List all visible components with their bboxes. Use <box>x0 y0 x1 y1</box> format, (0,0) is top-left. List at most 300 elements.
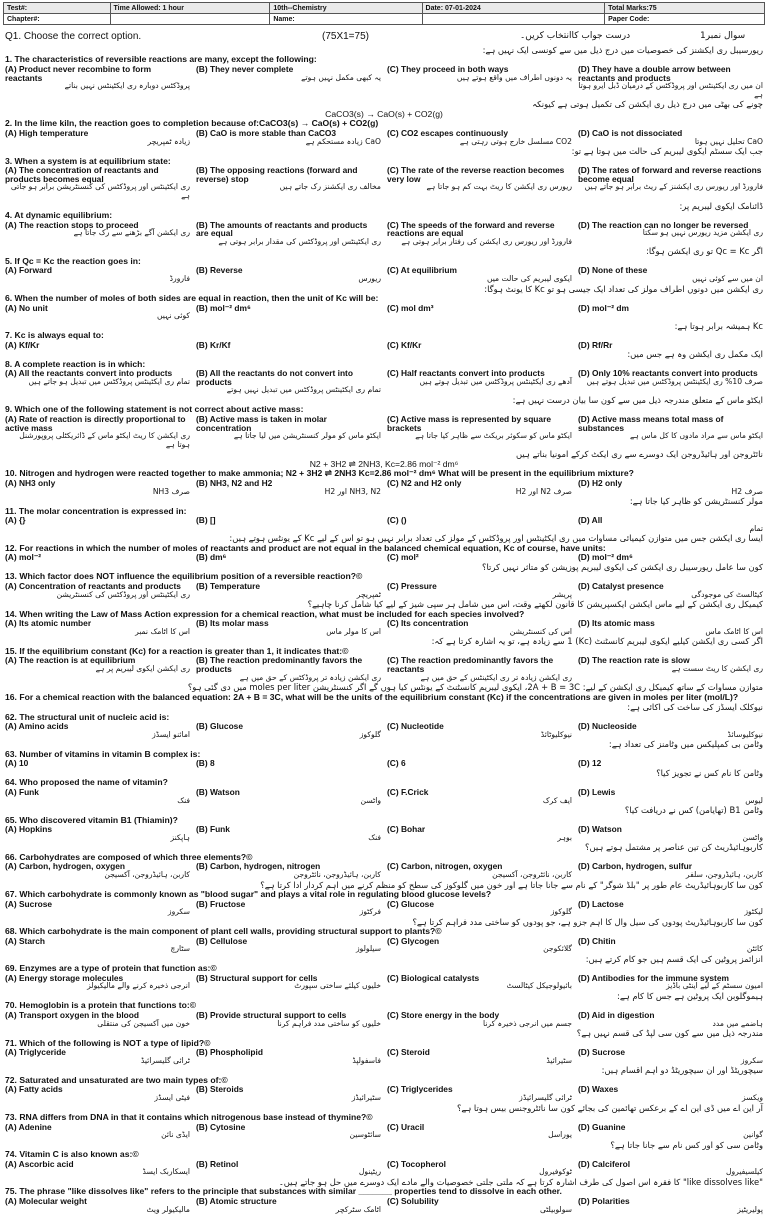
option-c[interactable] <box>387 65 572 99</box>
date-label: Date: 07-01-2024 <box>422 3 605 14</box>
option-text: (A) Fatty acids <box>5 1084 63 1095</box>
option-a[interactable] <box>5 1048 190 1065</box>
question-urdu: کون سا کاربوہائیڈریٹ عام طور پر "بلڈ شوگر" کے نام سے جانا جاتا ہے اور خون میں گلوکوز کی سطح کو منظم کرنے میں اہم کردار ادا کرتا ہے؟ <box>260 879 763 890</box>
option-urdu: امائنو ایسڈز <box>152 729 190 739</box>
option-urdu: ریورس <box>358 273 381 283</box>
option-urdu: اس کا اٹامک نمبر <box>135 626 190 636</box>
option-a[interactable] <box>5 937 190 954</box>
option-urdu: آدھے ری ایکٹینٹس پروڈکٹس میں تبدیل ہوتے ہیں <box>419 376 572 386</box>
question-text: 16. For a chemical reaction with the balanced equation: 2A + B = 3C, what will be the units of the equilibrium constant (Kc) if the concentrations are given in moles per liter (mol/L)? <box>5 691 739 702</box>
option-text: (A) Its atomic number <box>5 618 92 629</box>
option-b[interactable] <box>196 415 381 449</box>
option-d[interactable] <box>578 1197 763 1214</box>
option-text: (C) The reaction predominantly favors the reactants <box>387 655 554 674</box>
option-c[interactable] <box>387 656 572 682</box>
option-b[interactable] <box>196 1123 381 1140</box>
option-a[interactable] <box>5 759 190 768</box>
question-urdu: وٹامن بی کمپلیکس میں وٹامنز کی تعداد ہے: <box>608 739 763 750</box>
class-label: 10th--Chemistry <box>270 3 422 14</box>
option-a[interactable] <box>5 788 190 805</box>
question-text: 2. In the lime kiln, the reaction goes to completion because of:CaCO3(s) → CaO(s) + CO2(g) <box>5 118 379 129</box>
option-d[interactable] <box>578 974 763 991</box>
option-b[interactable] <box>196 900 381 917</box>
option-c[interactable] <box>387 1197 572 1214</box>
option-text: (B) Active mass is taken in molar concentration <box>196 414 327 433</box>
options-row <box>5 974 763 991</box>
question-block <box>5 740 763 769</box>
question-urdu: جب ایک سسٹم ایکوی لیبریم کی حالت میں ہوتا ہے تو: <box>571 146 763 157</box>
option-urdu: واٹسن <box>360 795 381 805</box>
option-d[interactable] <box>578 937 763 954</box>
test-label: Test#: <box>4 3 111 14</box>
option-urdu: ری ایکشن ایکوی لیبریم پر ہے <box>95 663 190 673</box>
option-a[interactable] <box>5 1160 190 1177</box>
option-d[interactable] <box>578 900 763 917</box>
option-text: (D) CaO is not dissociated <box>578 127 683 138</box>
options-row <box>5 516 763 533</box>
option-a[interactable] <box>5 304 190 321</box>
question-urdu: ایک مکمل ری ایکشن وہ ہے جس میں: <box>627 349 763 360</box>
option-d[interactable] <box>578 1085 763 1102</box>
option-a[interactable] <box>5 1197 190 1214</box>
option-d[interactable] <box>578 304 763 321</box>
option-urdu: جسم میں انرجی ذخیرہ کرنا <box>483 1018 572 1028</box>
option-text: (A) Triglyceride <box>5 1047 66 1058</box>
option-b[interactable] <box>196 937 381 954</box>
option-c[interactable] <box>387 759 572 768</box>
option-text: (B) Provide structural support to cells <box>196 1010 347 1021</box>
option-d[interactable] <box>578 129 763 146</box>
option-d[interactable] <box>578 553 763 562</box>
option-text: (C) Kf/Kr <box>387 339 422 350</box>
question-urdu: Kc ہمیشہ برابر ہوتا ہے: <box>674 320 763 331</box>
option-text: (C) Pressure <box>387 581 437 591</box>
option-b[interactable] <box>196 479 381 496</box>
option-a[interactable] <box>5 862 190 879</box>
question-block <box>5 683 763 703</box>
question-text: 10. Nitrogen and hydrogen were reacted together to make ammonia; N2 + 3H2 ⇌ 2NH3 Kc=2.86 mol⁻² dm⁶ What will be present in the equilibrium mixture? <box>5 468 634 479</box>
option-d[interactable] <box>578 166 763 200</box>
option-b[interactable] <box>196 65 381 99</box>
option-a[interactable] <box>5 619 190 636</box>
question-block <box>5 202 763 248</box>
option-text: (A) Ascorbic acid <box>5 1158 74 1169</box>
option-b[interactable] <box>196 722 381 739</box>
option-text: (C) Store energy in the body <box>387 1010 500 1021</box>
question-urdu: کون سا عامل ریورسیبل ری ایکشن کی ایکوی لیبریم پوزیشن کو متاثر نہیں کرتا؟ <box>482 562 763 572</box>
option-urdu: سکروز <box>740 1055 763 1065</box>
option-text: (A) Transport oxygen in the blood <box>5 1010 139 1021</box>
question-block <box>5 1141 763 1178</box>
option-a[interactable] <box>5 1011 190 1028</box>
option-d[interactable] <box>578 1011 763 1028</box>
option-d[interactable] <box>578 1160 763 1177</box>
question-urdu: ری ایکشن میں دونوں اطراف مولز کی تعداد ایک جیسی ہو تو Kc کا یونٹ ہوگا: <box>484 283 763 294</box>
q1-instruction: Q1. Choose the correct option. <box>5 31 142 42</box>
option-text: (B) The reaction predominantly favors the products <box>196 655 363 674</box>
option-b[interactable] <box>196 553 381 562</box>
option-c[interactable] <box>387 825 572 842</box>
option-d[interactable] <box>578 516 763 533</box>
option-text: (C) () <box>387 515 407 526</box>
option-urdu: ایکوی لیبریم کی حالت میں <box>486 273 572 283</box>
option-b[interactable] <box>196 1160 381 1177</box>
option-urdu: نیوکلیوٹائڈ <box>540 729 572 739</box>
option-b[interactable] <box>196 619 381 636</box>
option-d[interactable] <box>578 1123 763 1140</box>
option-d[interactable] <box>578 65 763 99</box>
option-urdu: ایف کرک <box>542 795 572 805</box>
option-b[interactable] <box>196 304 381 321</box>
option-c[interactable] <box>387 788 572 805</box>
option-urdu: سولوبیلٹی <box>539 1204 572 1214</box>
options-row <box>5 619 763 636</box>
option-urdu: ہاپکنز <box>170 832 190 842</box>
option-urdu: فنک <box>177 795 190 805</box>
option-c[interactable] <box>387 1123 572 1140</box>
option-urdu: صرف NH3 <box>152 486 190 496</box>
option-text: (B) CaO is more stable than CaCO3 <box>196 127 337 138</box>
option-text: (B) Kr/Kf <box>196 339 231 350</box>
option-urdu: گلوکوز <box>359 729 381 739</box>
option-text: (D) None of these <box>578 265 648 276</box>
question-text: 12. For reactions in which the number of moles of reactants and product are not equal in the balanced chemical equation, Kc of course, have units: <box>5 542 606 553</box>
question-urdu: اگر کسی ری ایکشن کیلیے ایکوی لیبریم کانسٹنٹ (Kc) 1 سے زیادہ ہے، تو یہ اشارہ کرتا ہے کہ: <box>431 636 763 647</box>
question-block <box>5 350 763 396</box>
option-urdu: فرکٹوز <box>359 907 381 917</box>
option-b[interactable] <box>196 341 381 350</box>
option-urdu: یہ کبھی مکمل نہیں ہوتے <box>301 72 381 82</box>
option-d[interactable] <box>578 825 763 842</box>
option-a[interactable] <box>5 221 190 247</box>
option-c[interactable] <box>387 516 572 533</box>
option-urdu: ری ایکشن آگے بڑھنے سے رک جاتا ہے <box>73 228 190 238</box>
option-urdu: لیکٹوز <box>744 907 763 917</box>
option-text: (B) Temperature <box>196 581 261 591</box>
option-b[interactable] <box>196 166 381 200</box>
options-row <box>5 1123 763 1140</box>
option-d[interactable] <box>578 369 763 395</box>
question-equation: CaCO3(s) → CaO(s) + CO2(g) <box>325 108 443 119</box>
option-urdu: کاربن، ہائیڈروجن، آکسیجن <box>104 869 190 879</box>
question-block <box>5 843 763 880</box>
option-text: (C) Uracil <box>387 1121 425 1132</box>
question-text: 4. At dynamic equilibrium: <box>5 209 113 220</box>
question-text: 11. The molar concentration is expressed in: <box>5 505 187 516</box>
option-b[interactable] <box>196 516 381 533</box>
option-urdu: ری ایکشن کا ریٹ ایکٹو ماس کے ڈائریکٹلی پروپورشنل ہوتا ہے <box>19 431 190 449</box>
option-urdu: ری ایکشن کا ریٹ سست ہے <box>671 663 763 673</box>
option-a[interactable] <box>5 479 190 496</box>
option-b[interactable] <box>196 369 381 395</box>
option-b[interactable] <box>196 759 381 768</box>
option-a[interactable] <box>5 1123 190 1140</box>
question-text: 66. Carbohydrates are composed of which three elements?© <box>5 851 253 862</box>
option-urdu: نیوکلیوسائڈ <box>727 729 763 739</box>
option-urdu: تمام ری ایکٹینٹس پروڈکٹس میں تبدیل نہیں ہوتے <box>226 385 381 395</box>
option-text: (B) Its molar mass <box>196 618 269 629</box>
option-c[interactable] <box>387 415 572 449</box>
option-text: (A) The reaction is at equilibrium <box>5 655 136 666</box>
option-urdu: سٹارچ <box>170 944 190 954</box>
option-a[interactable] <box>5 974 190 991</box>
question-text: 74. Vitamin C is also known as:© <box>5 1149 139 1160</box>
option-d[interactable] <box>578 582 763 599</box>
option-urdu: کاربن، نائٹروجن، آکسیجن <box>492 869 572 879</box>
question-urdu: وٹامن کا نام کس نے تجویز کیا؟ <box>656 767 763 778</box>
option-b[interactable] <box>196 1197 381 1214</box>
question-text: 73. RNA differs from DNA in that it contains which nitrogenous base instead of thymine?© <box>5 1112 373 1123</box>
option-c[interactable] <box>387 341 572 350</box>
options-row <box>5 479 763 496</box>
option-text: (A) Energy storage molecules <box>5 972 124 983</box>
option-urdu: فاسفولپڈ <box>352 1055 381 1065</box>
option-urdu: اس کا مولر ماس <box>326 626 381 636</box>
option-text: (D) Active mass means total mass of substances <box>578 414 724 433</box>
option-text: (C) Bohar <box>387 824 426 835</box>
option-c[interactable] <box>387 369 572 395</box>
option-urdu: صرف N2 اور H2 <box>515 486 572 496</box>
question-block <box>5 396 763 450</box>
option-urdu: تمام ری ایکٹینٹس پروڈکٹس میں تبدیل ہو جاتے ہیں <box>28 376 190 386</box>
option-text: (B) Carbon, hydrogen, nitrogen <box>196 861 321 872</box>
option-text: (C) They proceed in both ways <box>387 64 509 74</box>
option-a[interactable] <box>5 900 190 917</box>
option-urdu: یوراسل <box>548 1130 572 1140</box>
question-block <box>5 955 763 992</box>
option-c[interactable] <box>387 722 572 739</box>
option-b[interactable] <box>196 862 381 879</box>
question-block <box>5 497 763 534</box>
option-text: (D) Sucrose <box>578 1047 626 1058</box>
question-text: 14. When writing the Law of Mass Action expression for a chemical reaction, what must be included for each species involved? <box>5 608 525 619</box>
option-urdu: ریٹینول <box>358 1167 381 1177</box>
option-text: (D) H2 only <box>578 478 623 489</box>
option-c[interactable] <box>387 553 572 562</box>
option-urdu: لیوس <box>745 795 763 805</box>
option-urdu: فارورڈ <box>169 273 190 283</box>
option-text: (D) Catalyst presence <box>578 581 664 591</box>
option-d[interactable] <box>578 341 763 350</box>
question-text: 3. When a system is at equilibrium state: <box>5 155 171 166</box>
question-text: 71. Which of the following is NOT a type of lipid?© <box>5 1037 211 1048</box>
option-text: (D) Lactose <box>578 898 624 909</box>
option-urdu: انرجی ذخیرہ کرنے والے مالیکیولز <box>87 981 190 991</box>
option-urdu: یہ دونوں اطراف میں واقع ہوتے ہیں <box>456 72 572 82</box>
option-c[interactable] <box>387 862 572 879</box>
chapter-label: Chapter#: <box>4 14 111 25</box>
option-d[interactable] <box>578 415 763 449</box>
question-list <box>5 45 763 1214</box>
option-urdu: کیٹالسٹ کی موجودگی <box>691 589 763 599</box>
option-text: (D) Its atomic mass <box>578 618 655 629</box>
question-block <box>5 918 763 955</box>
option-a[interactable] <box>5 656 190 682</box>
option-urdu: خلیوں کو ساختی مدد فراہم کرنا <box>277 1018 381 1028</box>
option-text: (A) Sucrose <box>5 898 53 909</box>
question-text: 70. Hemoglobin is a protein that functions to:© <box>5 1000 197 1011</box>
option-a[interactable] <box>5 415 190 449</box>
option-b[interactable] <box>196 974 381 991</box>
option-a[interactable] <box>5 65 190 99</box>
option-a[interactable] <box>5 1085 190 1102</box>
option-b[interactable] <box>196 221 381 247</box>
option-urdu: ان میں ری ایکٹینٹس اور پروڈکٹس کے درمیان ڈبل ایرو ہوتا ہے <box>578 81 763 99</box>
option-urdu: CaO تحلیل نہیں ہوتا <box>694 136 763 146</box>
option-c[interactable] <box>387 937 572 954</box>
option-c[interactable] <box>387 1048 572 1065</box>
option-urdu: تمام <box>749 523 763 533</box>
option-c[interactable] <box>387 129 572 146</box>
option-text: (D) Only 10% reactants convert into products <box>578 368 758 379</box>
option-b[interactable] <box>196 129 381 146</box>
option-text: (A) No unit <box>5 302 48 313</box>
option-c[interactable] <box>387 221 572 247</box>
option-c[interactable] <box>387 479 572 496</box>
option-c[interactable] <box>387 900 572 917</box>
option-a[interactable] <box>5 129 190 146</box>
options-row <box>5 415 763 449</box>
option-b[interactable] <box>196 788 381 805</box>
question-text: 69. Enzymes are a type of protein that function as:© <box>5 963 217 974</box>
option-a[interactable] <box>5 722 190 739</box>
option-a[interactable] <box>5 166 190 200</box>
option-d[interactable] <box>578 862 763 879</box>
total-marks-label: Total Marks:75 <box>605 3 765 14</box>
options-row <box>5 553 763 562</box>
question-block <box>5 637 763 683</box>
option-d[interactable] <box>578 619 763 636</box>
options-row <box>5 900 763 917</box>
option-text: (B) [] <box>196 515 216 526</box>
option-b[interactable] <box>196 1048 381 1065</box>
options-row <box>5 369 763 395</box>
option-a[interactable] <box>5 582 190 599</box>
option-c[interactable] <box>387 1160 572 1177</box>
option-c[interactable] <box>387 582 572 599</box>
option-d[interactable] <box>578 221 763 247</box>
option-urdu: فنک <box>368 832 381 842</box>
options-row <box>5 582 763 599</box>
option-a[interactable] <box>5 266 190 283</box>
question-equation: N2 + 3H2 ⇌ 2NH3, Kc=2.86 mol⁻² dm⁶ <box>309 458 459 469</box>
option-a[interactable] <box>5 553 190 562</box>
option-c[interactable] <box>387 266 572 283</box>
option-d[interactable] <box>578 722 763 739</box>
option-text: (C) The speeds of the forward and reverse reactions are equal <box>387 219 555 239</box>
question-text: 64. Who proposed the name of vitamin? <box>5 777 168 788</box>
option-c[interactable] <box>387 166 572 200</box>
option-text: (D) Calciferol <box>578 1158 631 1169</box>
option-text: (B) The opposing reactions (forward and reverse) stop <box>196 165 358 184</box>
option-d[interactable] <box>578 1048 763 1065</box>
option-text: (A) 10 <box>5 758 29 769</box>
option-text: (D) Watson <box>578 824 622 835</box>
options-row <box>5 788 763 805</box>
option-urdu: ری ایکشن زیادہ تر پروڈکٹس کے حق میں ہے <box>239 672 381 682</box>
option-urdu: ٹوکوفیرول <box>539 1167 572 1177</box>
question-urdu: ہیموگلوبن ایک پروٹین ہے جس کا کام ہے: <box>617 991 763 1002</box>
option-text: (C) mol dm³ <box>387 302 434 313</box>
question-text: 72. Saturated and unsaturated are two main types of:© <box>5 1074 228 1085</box>
option-text: (A) Product never recombine to form reactants <box>5 64 152 83</box>
option-c[interactable] <box>387 1011 572 1028</box>
option-urdu: ری ایکٹینٹس اور پروڈکٹس کی کنسنٹریشن برابر ہو جاتی ہے <box>10 182 190 200</box>
option-d[interactable] <box>578 656 763 682</box>
option-urdu: گلوکوز <box>550 907 572 917</box>
option-text: (C) Tocopherol <box>387 1158 446 1169</box>
option-a[interactable] <box>5 516 190 533</box>
option-b[interactable] <box>196 1085 381 1102</box>
option-b[interactable] <box>196 582 381 599</box>
option-b[interactable] <box>196 825 381 842</box>
option-urdu: ری ایکٹینٹس اور پروڈکٹس کی کنسنٹریشن <box>56 589 190 599</box>
option-a[interactable] <box>5 341 190 350</box>
option-b[interactable] <box>196 1011 381 1028</box>
option-urdu: کیلسیفیرول <box>726 1167 763 1177</box>
option-d[interactable] <box>578 266 763 283</box>
option-text: (A) All the reactants convert into products <box>5 368 173 379</box>
option-urdu: ٹرائی گلیسرائیڈز <box>519 1093 572 1103</box>
option-text: (A) Adenine <box>5 1121 52 1132</box>
options-row <box>5 129 763 146</box>
question-text: 15. If the equilibrium constant (Kc) for a reaction is greater than 1, it indicates that:© <box>5 645 349 656</box>
question-urdu: مندرجہ ذیل میں سے کون سی لپڈ کی قسم نہیں ہے؟ <box>576 1028 763 1039</box>
question-urdu: کیمیکل ری ایکشن کے لیے ماس ایکشن ایکسپریشن کا قانون لکھتے وقت، اس میں شامل ہر سپی شیز کے لیے کیا شامل کرنا چاہیے؟ <box>307 599 763 610</box>
option-urdu: فیٹی ایسڈز <box>154 1093 190 1103</box>
option-d[interactable] <box>578 759 763 768</box>
option-c[interactable] <box>387 619 572 636</box>
q1-urdu-label: سوال نمبر1 <box>700 31 746 41</box>
option-d[interactable] <box>578 479 763 496</box>
option-urdu: صرف 10% ری ایکٹینٹس پروڈکٹس میں تبدیل ہوتے ہیں <box>586 376 763 386</box>
option-d[interactable] <box>578 788 763 805</box>
question-urdu: کون سا کاربوہائیڈریٹ پودوں کی سیل وال کا اہم جزو ہے، جو پودوں کو ساختی مدد فراہم کرتا ہے؟ <box>412 916 763 927</box>
options-row <box>5 266 763 283</box>
option-text: (C) Triglycerides <box>387 1084 453 1095</box>
option-urdu: پروڈکٹس دوبارہ ری ایکٹینٹس نہیں بناتے <box>64 81 190 91</box>
option-c[interactable] <box>387 304 572 321</box>
option-urdu: خون میں آکسیجن کی منتقلی <box>97 1018 190 1028</box>
option-urdu: ٹرائی گلیسرائیڈ <box>140 1055 190 1065</box>
option-text: (B) All the reactants do not convert into products <box>196 368 353 387</box>
option-text: (B) Cytosine <box>196 1121 246 1132</box>
option-b[interactable] <box>196 266 381 283</box>
option-c[interactable] <box>387 1085 572 1102</box>
question-block <box>5 1066 763 1103</box>
option-urdu: ان میں سے کوئی نہیں <box>692 273 763 283</box>
question-urdu: آر این اے میں ڈی این اے کے برعکس تھائمین کی بجائے کون سا نائٹروجنس بیس ہوتا ہے؟ <box>456 1102 763 1113</box>
option-a[interactable] <box>5 369 190 395</box>
option-text: (B) Fructose <box>196 898 246 909</box>
option-c[interactable] <box>387 974 572 991</box>
option-urdu: CaO زیادہ مستحکم ہے <box>305 136 381 146</box>
option-a[interactable] <box>5 825 190 842</box>
option-b[interactable] <box>196 656 381 682</box>
option-text: (B) Glucose <box>196 721 243 732</box>
question-block <box>5 322 763 351</box>
question-urdu: چونے کی بھٹی میں درج ذیل ری ایکشن کی تکمیل ہوتی ہے کیونکہ <box>532 99 763 110</box>
option-urdu: ری ایکشن مزید ریورس نہیں ہو سکتا <box>642 228 763 238</box>
option-urdu: سٹیرائیڈ <box>546 1055 572 1065</box>
option-text: (D) mol⁻² dm <box>578 302 629 313</box>
option-text: (C) Its concentration <box>387 618 469 629</box>
options-row <box>5 65 763 99</box>
options-row <box>5 1048 763 1065</box>
question-text: 75. The phrase "like dissolves like" refers to the principle that substances with similar _______ properties tend to dissolve in each other. <box>5 1186 562 1197</box>
option-urdu: سٹیرائیڈز <box>351 1093 381 1103</box>
question-text: 63. Number of vitamins in vitamin B complex is: <box>5 748 201 759</box>
